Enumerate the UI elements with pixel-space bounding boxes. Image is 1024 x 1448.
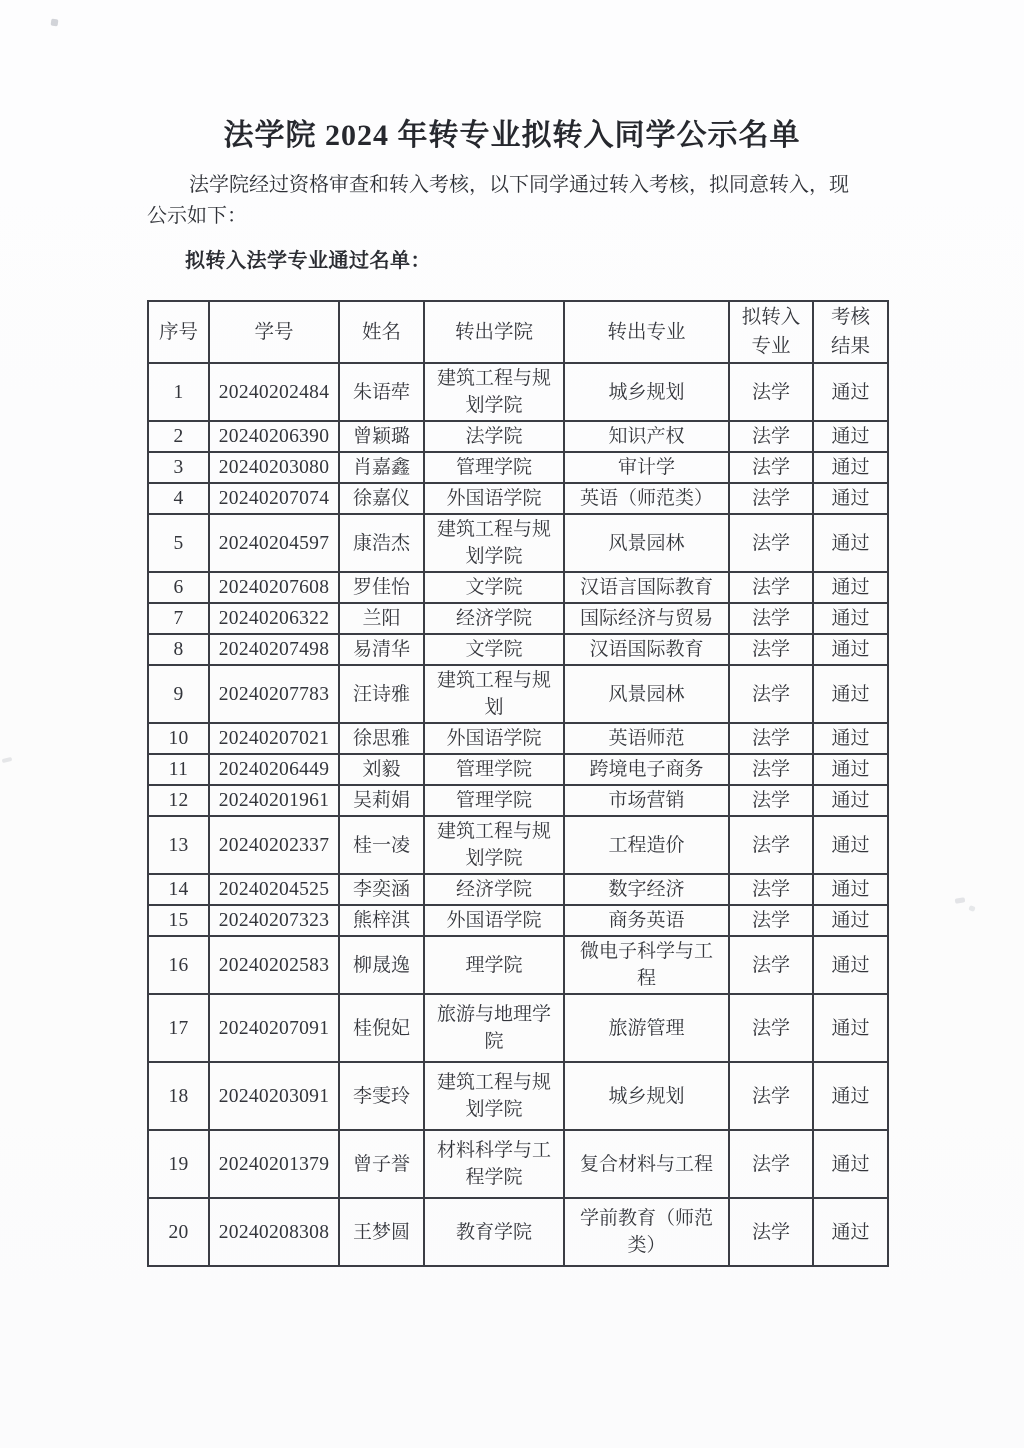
cell-from-major: 知识产权 [564, 421, 729, 452]
cell-from-major: 审计学 [564, 452, 729, 483]
cell-index: 5 [148, 514, 209, 572]
cell-result: 通过 [813, 936, 888, 994]
cell-target-major: 法学 [729, 572, 813, 603]
cell-index: 20 [148, 1198, 209, 1266]
table-row [148, 1130, 888, 1198]
cell-from-major: 市场营销 [564, 785, 729, 816]
cell-from-major: 城乡规划 [564, 363, 729, 421]
cell-from-college: 建筑工程与规划学院 [424, 514, 564, 572]
cell-from-college: 管理学院 [424, 452, 564, 483]
cell-result: 通过 [813, 603, 888, 634]
table-header-row [148, 301, 888, 363]
cell-result: 通过 [813, 1062, 888, 1130]
cell-from-college: 经济学院 [424, 874, 564, 905]
header-label: 序号 [158, 321, 198, 343]
intro-paragraph [0, 170, 1024, 232]
cell-result: 通过 [813, 483, 888, 514]
cell-from-college: 外国语学院 [424, 723, 564, 754]
table-row [148, 1198, 888, 1266]
cell-student-id: 20240207608 [209, 572, 339, 603]
cell-result: 通过 [813, 514, 888, 572]
cell-index: 6 [148, 572, 209, 603]
cell-from-major: 复合材料与工程 [564, 1130, 729, 1198]
cell-from-college: 建筑工程与规划学院 [424, 363, 564, 421]
cell-name: 兰阳 [339, 603, 424, 634]
cell-result: 通过 [813, 363, 888, 421]
cell-student-id: 20240202583 [209, 936, 339, 994]
header-from-college [424, 301, 564, 363]
header-label: 转出学院 [454, 321, 533, 343]
cell-target-major: 法学 [729, 665, 813, 723]
table-row [148, 723, 888, 754]
cell-index: 9 [148, 665, 209, 723]
cell-result: 通过 [813, 816, 888, 874]
cell-name: 徐思雅 [339, 723, 424, 754]
cell-student-id: 20240206449 [209, 754, 339, 785]
cell-from-major: 旅游管理 [564, 994, 729, 1062]
cell-from-major: 跨境电子商务 [564, 754, 729, 785]
cell-from-college: 文学院 [424, 572, 564, 603]
cell-result: 通过 [813, 665, 888, 723]
cell-target-major: 法学 [729, 1130, 813, 1198]
cell-from-college: 材料科学与工程学院 [424, 1130, 564, 1198]
cell-name: 曾颖璐 [339, 421, 424, 452]
cell-student-id: 20240202484 [209, 363, 339, 421]
cell-student-id: 20240203080 [209, 452, 339, 483]
cell-name: 朱语荦 [339, 363, 424, 421]
cell-index: 12 [148, 785, 209, 816]
cell-from-major: 汉语言国际教育 [564, 572, 729, 603]
cell-target-major: 法学 [729, 421, 813, 452]
cell-result: 通过 [813, 994, 888, 1062]
table-row [148, 665, 888, 723]
header-index [148, 301, 209, 363]
cell-name: 易清华 [339, 634, 424, 665]
cell-from-college: 文学院 [424, 634, 564, 665]
table-row [148, 421, 888, 452]
header-name [339, 301, 424, 363]
header-student-id [209, 301, 339, 363]
cell-student-id: 20240207783 [209, 665, 339, 723]
table-row [148, 874, 888, 905]
cell-target-major: 法学 [729, 905, 813, 936]
cell-index: 4 [148, 483, 209, 514]
header-label: 姓名 [361, 321, 401, 343]
cell-index: 2 [148, 421, 209, 452]
cell-index: 18 [148, 1062, 209, 1130]
cell-from-college: 外国语学院 [424, 905, 564, 936]
cell-result: 通过 [813, 723, 888, 754]
cell-name: 刘毅 [339, 754, 424, 785]
table-row [148, 634, 888, 665]
cell-target-major: 法学 [729, 483, 813, 514]
page-title: 法学院 2024 年转专业拟转入同学公示名单 [223, 119, 801, 152]
cell-from-college: 经济学院 [424, 603, 564, 634]
cell-index: 19 [148, 1130, 209, 1198]
cell-from-college: 建筑工程与规划 [424, 665, 564, 723]
cell-student-id: 20240208308 [209, 1198, 339, 1266]
cell-from-major: 风景园林 [564, 665, 729, 723]
table-row [148, 994, 888, 1062]
cell-result: 通过 [813, 634, 888, 665]
cell-target-major: 法学 [729, 874, 813, 905]
scan-speck [51, 19, 59, 27]
cell-student-id: 20240201961 [209, 785, 339, 816]
cell-student-id: 20240204525 [209, 874, 339, 905]
cell-result: 通过 [813, 905, 888, 936]
cell-from-major: 英语师范 [564, 723, 729, 754]
cell-index: 17 [148, 994, 209, 1062]
cell-index: 11 [148, 754, 209, 785]
cell-target-major: 法学 [729, 452, 813, 483]
cell-student-id: 20240207091 [209, 994, 339, 1062]
cell-from-major: 商务英语 [564, 905, 729, 936]
cell-name: 汪诗雅 [339, 665, 424, 723]
cell-from-major: 工程造价 [564, 816, 729, 874]
cell-from-college: 教育学院 [424, 1198, 564, 1266]
cell-name: 康浩杰 [339, 514, 424, 572]
cell-result: 通过 [813, 754, 888, 785]
cell-target-major: 法学 [729, 634, 813, 665]
cell-from-college: 建筑工程与规划学院 [424, 816, 564, 874]
cell-from-major: 风景园林 [564, 514, 729, 572]
cell-target-major: 法学 [729, 1198, 813, 1266]
cell-target-major: 法学 [729, 723, 813, 754]
cell-index: 13 [148, 816, 209, 874]
cell-name: 桂倪妃 [339, 994, 424, 1062]
header-target-major [729, 301, 813, 363]
cell-index: 1 [148, 363, 209, 421]
cell-from-major: 国际经济与贸易 [564, 603, 729, 634]
cell-from-major: 微电子科学与工程 [564, 936, 729, 994]
cell-index: 15 [148, 905, 209, 936]
cell-index: 16 [148, 936, 209, 994]
cell-result: 通过 [813, 1130, 888, 1198]
header-label: 转出专业 [607, 321, 686, 343]
cell-target-major: 法学 [729, 994, 813, 1062]
cell-index: 10 [148, 723, 209, 754]
cell-student-id: 20240206390 [209, 421, 339, 452]
cell-from-college: 管理学院 [424, 754, 564, 785]
cell-result: 通过 [813, 452, 888, 483]
cell-student-id: 20240203091 [209, 1062, 339, 1130]
cell-from-major: 数字经济 [564, 874, 729, 905]
cell-from-major: 汉语国际教育 [564, 634, 729, 665]
table-row [148, 572, 888, 603]
cell-target-major: 法学 [729, 603, 813, 634]
cell-from-major: 城乡规划 [564, 1062, 729, 1130]
cell-from-college: 管理学院 [424, 785, 564, 816]
cell-name: 熊梓淇 [339, 905, 424, 936]
table-row [148, 936, 888, 994]
cell-student-id: 20240201379 [209, 1130, 339, 1198]
table-row [148, 785, 888, 816]
cell-from-major: 英语（师范类） [564, 483, 729, 514]
cell-name: 柳晟逸 [339, 936, 424, 994]
cell-target-major: 法学 [729, 363, 813, 421]
cell-name: 吴莉娟 [339, 785, 424, 816]
table-row [148, 1062, 888, 1130]
header-result [813, 301, 888, 363]
cell-target-major: 法学 [729, 785, 813, 816]
cell-student-id: 20240207021 [209, 723, 339, 754]
cell-result: 通过 [813, 1198, 888, 1266]
cell-result: 通过 [813, 785, 888, 816]
scan-speck [955, 897, 966, 904]
scan-speck [968, 905, 975, 912]
cell-target-major: 法学 [729, 754, 813, 785]
cell-name: 罗佳怡 [339, 572, 424, 603]
cell-index: 8 [148, 634, 209, 665]
table-row [148, 514, 888, 572]
cell-from-college: 外国语学院 [424, 483, 564, 514]
table-row [148, 603, 888, 634]
transfer-table [147, 300, 889, 1267]
cell-name: 王梦圆 [339, 1198, 424, 1266]
cell-from-major: 学前教育（师范类） [564, 1198, 729, 1266]
table-row [148, 363, 888, 421]
cell-from-college: 理学院 [424, 936, 564, 994]
cell-student-id: 20240204597 [209, 514, 339, 572]
cell-name: 曾子誉 [339, 1130, 424, 1198]
cell-target-major: 法学 [729, 1062, 813, 1130]
header-label: 拟转入专业 [741, 307, 801, 357]
table-row [148, 816, 888, 874]
cell-target-major: 法学 [729, 816, 813, 874]
cell-index: 7 [148, 603, 209, 634]
cell-target-major: 法学 [729, 514, 813, 572]
cell-name: 肖嘉鑫 [339, 452, 424, 483]
cell-student-id: 20240202337 [209, 816, 339, 874]
table-row [148, 483, 888, 514]
cell-result: 通过 [813, 421, 888, 452]
cell-from-college: 建筑工程与规划学院 [424, 1062, 564, 1130]
cell-student-id: 20240207323 [209, 905, 339, 936]
cell-name: 徐嘉仪 [339, 483, 424, 514]
header-label: 学号 [254, 321, 294, 343]
cell-from-college: 旅游与地理学院 [424, 994, 564, 1062]
section-heading: 拟转入法学专业通过名单： [185, 250, 431, 272]
cell-from-college: 法学院 [424, 421, 564, 452]
cell-name: 桂一凌 [339, 816, 424, 874]
cell-result: 通过 [813, 874, 888, 905]
table-row [148, 905, 888, 936]
intro-line-2: 公示如下： [147, 205, 247, 227]
table-row [148, 754, 888, 785]
cell-result: 通过 [813, 572, 888, 603]
cell-index: 14 [148, 874, 209, 905]
cell-name: 李雯玲 [339, 1062, 424, 1130]
cell-student-id: 20240207074 [209, 483, 339, 514]
cell-student-id: 20240206322 [209, 603, 339, 634]
header-label: 考核结果 [830, 307, 870, 357]
cell-index: 3 [148, 452, 209, 483]
cell-target-major: 法学 [729, 936, 813, 994]
cell-name: 李奕涵 [339, 874, 424, 905]
table-row [148, 452, 888, 483]
scan-speck [2, 757, 13, 763]
header-from-major [564, 301, 729, 363]
cell-student-id: 20240207498 [209, 634, 339, 665]
intro-line-1: 法学院经过资格审查和转入考核，以下同学通过转入考核，拟同意转入，现 [189, 174, 849, 196]
